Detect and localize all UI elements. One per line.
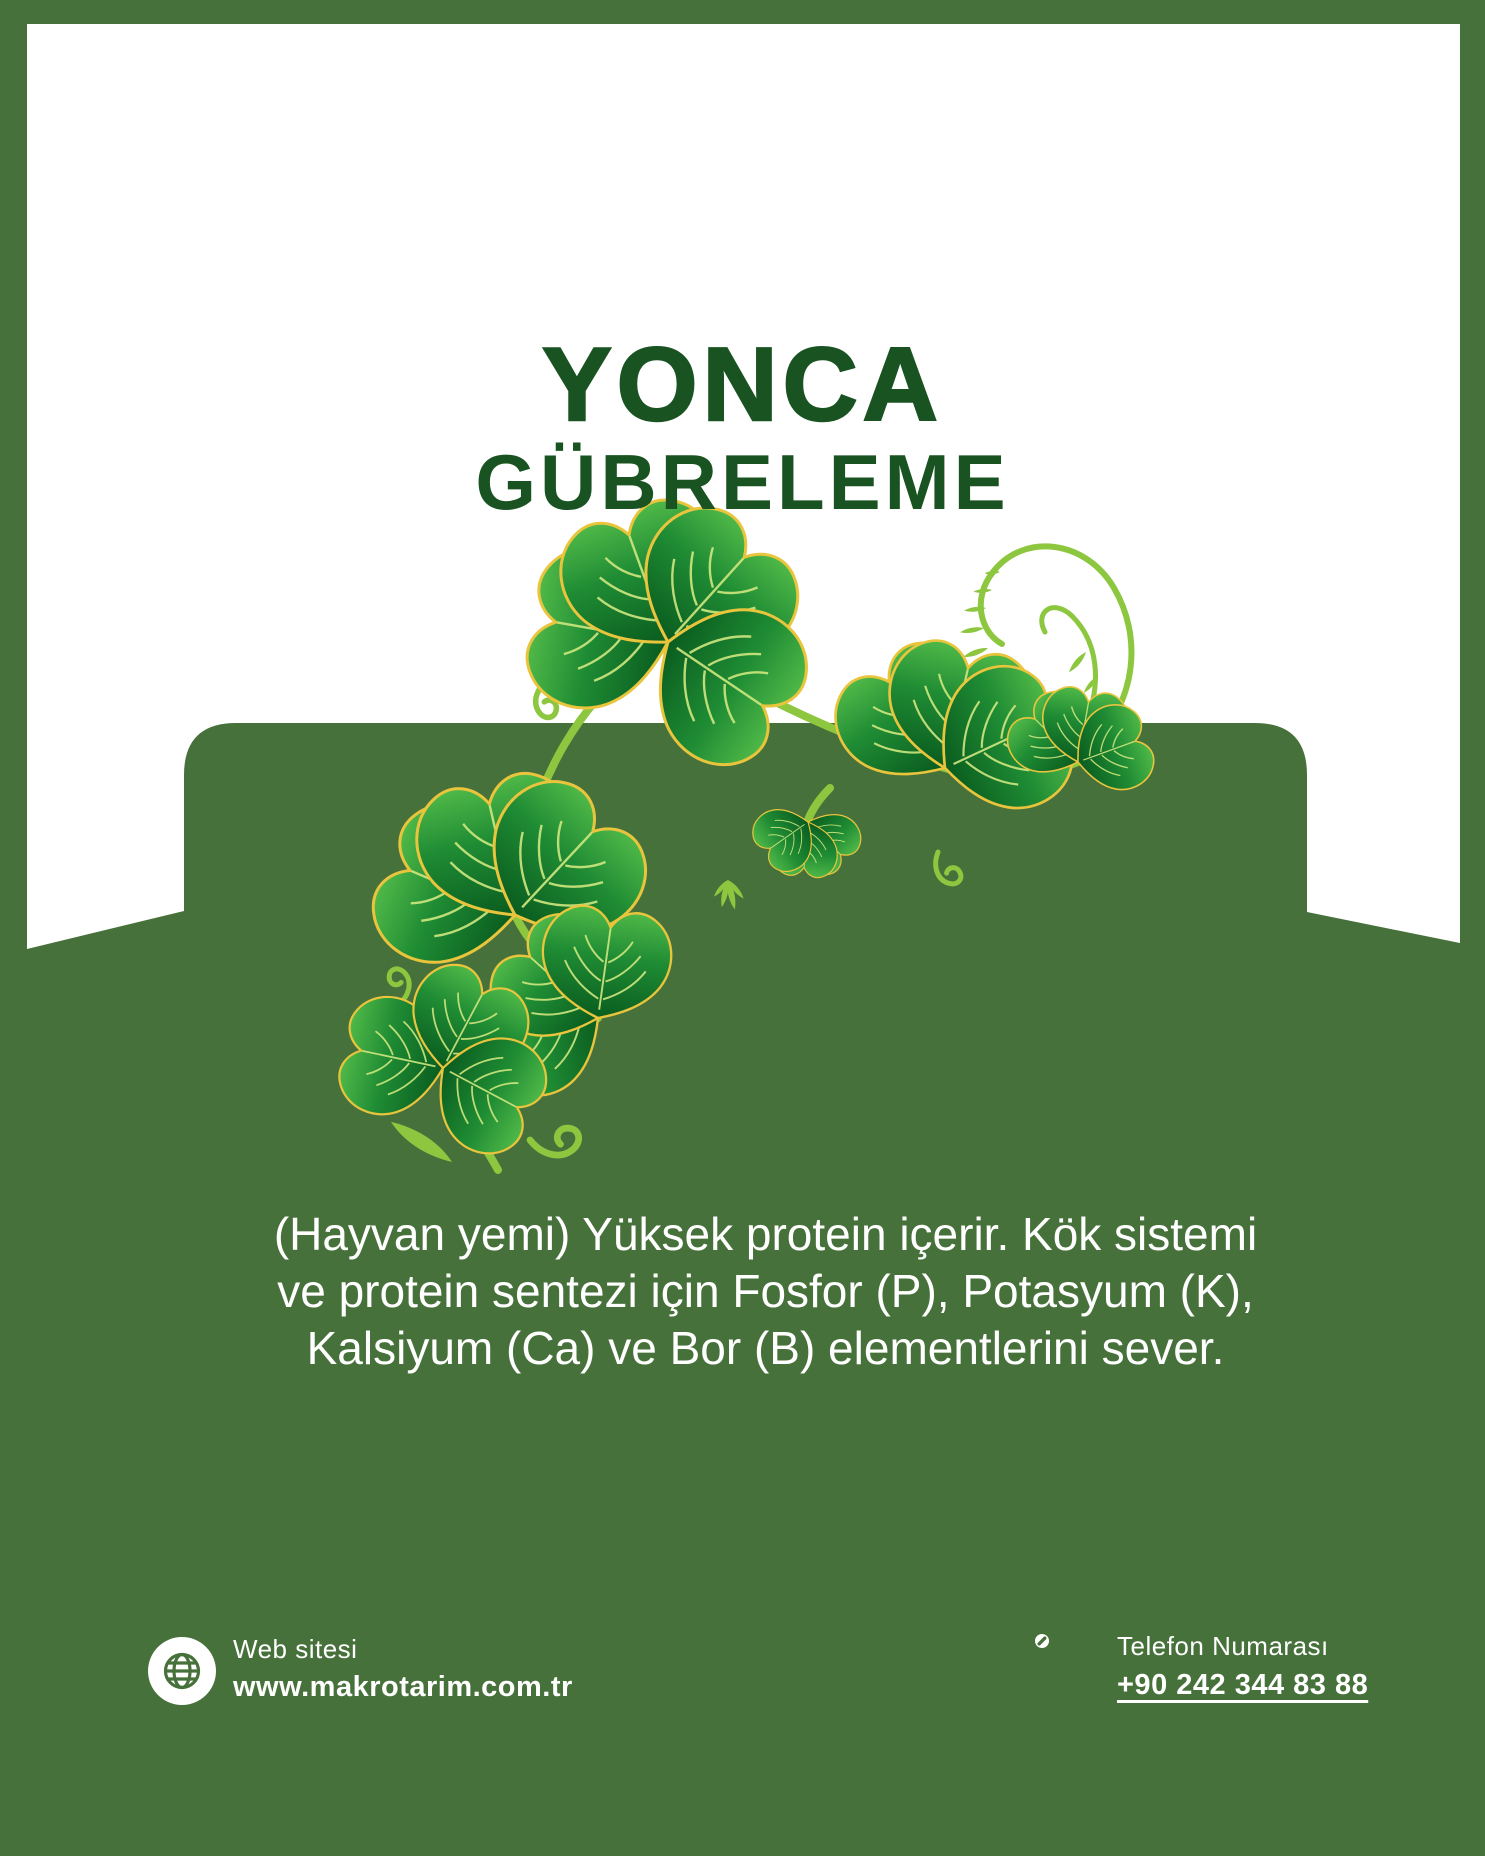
description-line-1: (Hayvan yemi) Yüksek protein içerir. Kök sistemi	[273, 1208, 1258, 1260]
globe-icon	[148, 1637, 216, 1705]
website-label: Web sitesi	[233, 1634, 358, 1664]
phone-icon	[1034, 1633, 1050, 1649]
clover-mini	[741, 792, 873, 887]
description-line-2: ve protein sentezi için Fosfor (P), Potasyum (K),	[277, 1265, 1254, 1317]
phone-label: Telefon Numarası	[1117, 1631, 1329, 1661]
phone-number[interactable]: +90 242 344 83 88	[1117, 1669, 1369, 1701]
page-subtitle: GÜBRELEME	[475, 437, 1010, 526]
description-text	[49, 1206, 1482, 1377]
website-url[interactable]: www.makrotarim.com.tr	[233, 1671, 573, 1703]
page-title: YONCA	[542, 326, 943, 443]
description-line-3: Kalsiyum (Ca) ve Bor (B) elementlerini sever.	[306, 1322, 1225, 1374]
